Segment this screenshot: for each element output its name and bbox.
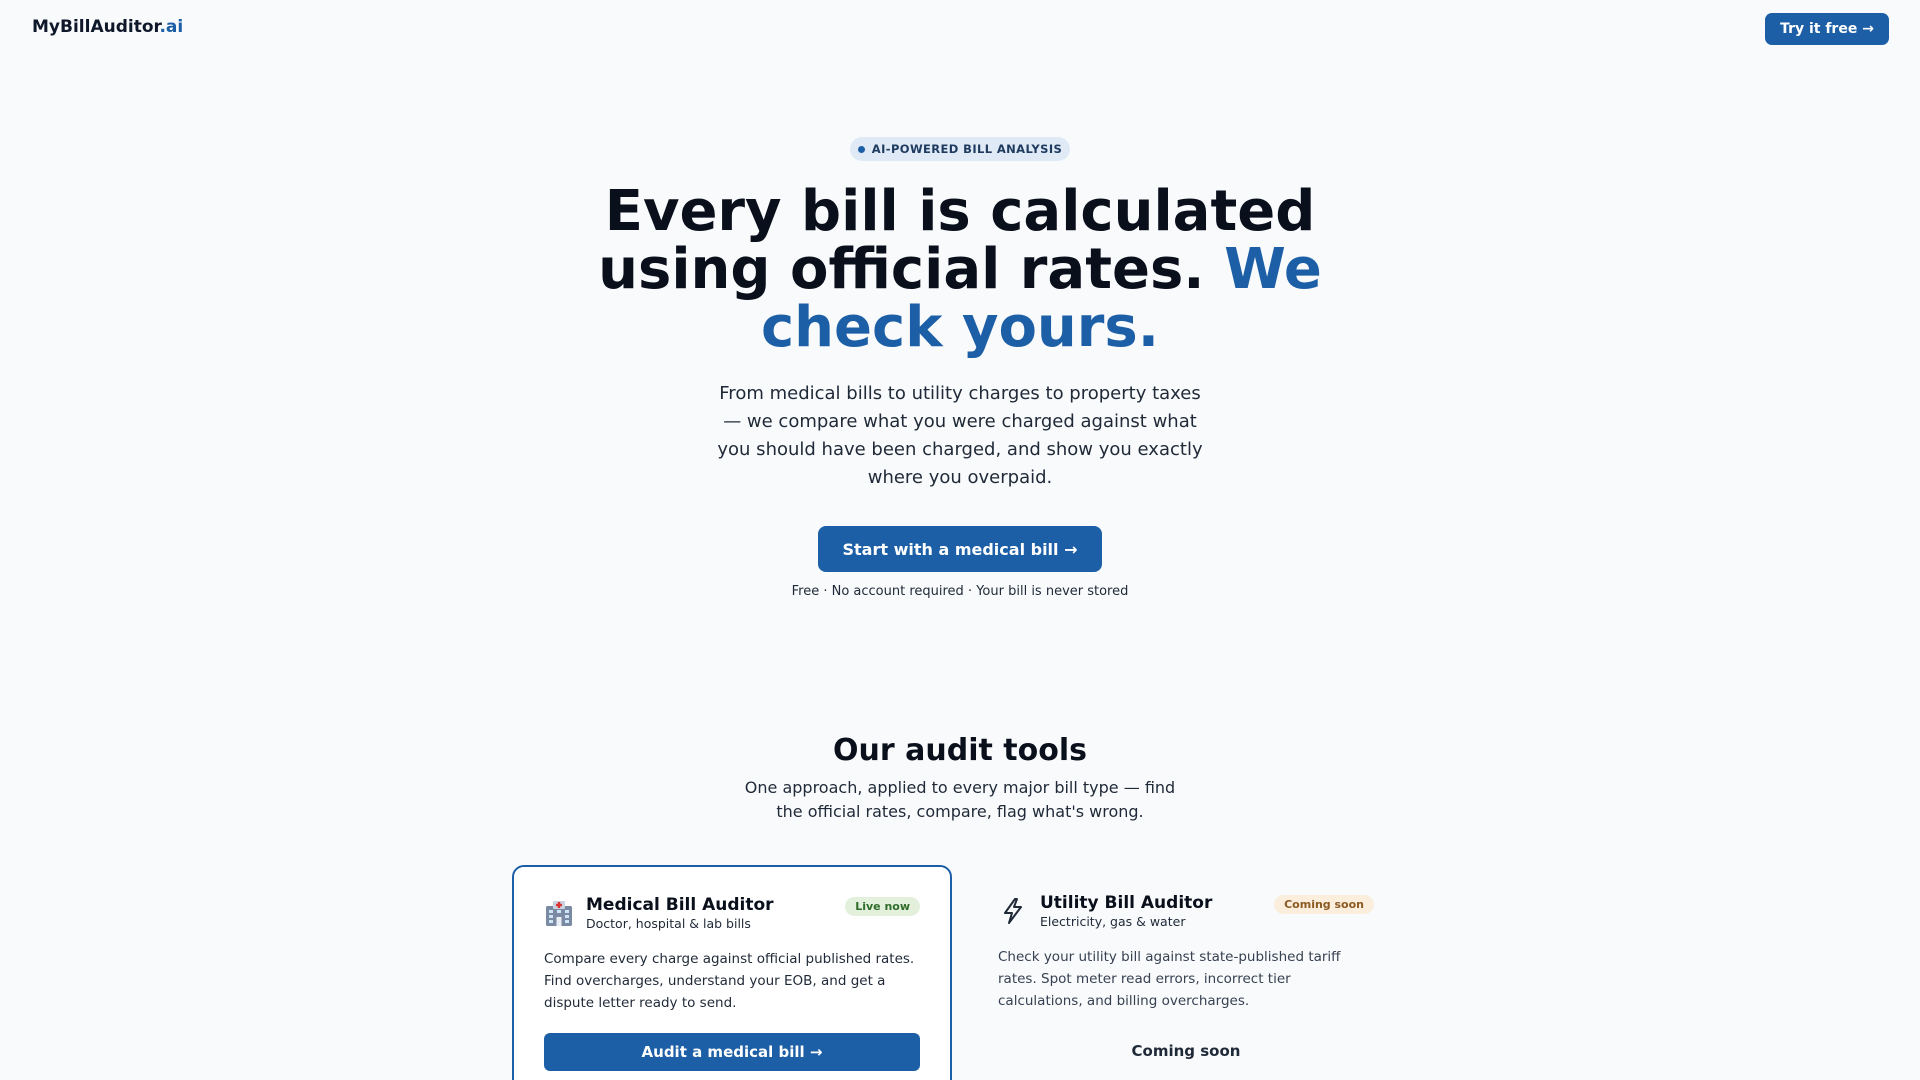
cta-note: Free · No account required · Your bill is never stored (791, 584, 1129, 599)
utility-auditor-card (966, 865, 1406, 1080)
try-free-button[interactable]: Try it free → (1765, 13, 1889, 45)
start-medical-bill-button[interactable]: Start with a medical bill → (818, 526, 1102, 572)
headline-line-1: Every bill is calculated (604, 179, 1316, 244)
hero-subtext: From medical bills to utility charges to property taxes — we compare what you were charged against what you should have been charged, and show you exactly where you overpaid. (717, 383, 1203, 488)
card-description: Compare every charge against official published rates. Find overcharges, understand your EOB, and get a dispute letter ready to send. (544, 951, 915, 1011)
card-title: Medical Bill Auditor (586, 895, 774, 915)
hero-badge (850, 137, 1070, 161)
coming-soon-label: Coming soon (1131, 1042, 1241, 1060)
card-description: Check your utility bill against state-published tariff rates. Spot meter read errors, incorrect tier calculations, and billing overcharges. (998, 949, 1341, 1009)
status-badge-soon: Coming soon (1274, 895, 1374, 914)
logo-tld: .ai (159, 17, 184, 37)
card-subtitle: Doctor, hospital & lab bills (586, 916, 751, 931)
hero-headline (560, 179, 1360, 360)
audit-medical-bill-button[interactable]: Audit a medical bill → (544, 1033, 920, 1071)
site-logo[interactable] (32, 17, 183, 37)
badge-dot-icon (858, 146, 865, 153)
card-title: Utility Bill Auditor (1040, 893, 1213, 913)
status-badge-live: Live now (845, 897, 920, 916)
logo-name: MyBillAuditor (32, 17, 160, 37)
card-subtitle: Electricity, gas & water (1040, 914, 1186, 929)
headline-accent-b: check yours. (760, 295, 1160, 360)
medical-auditor-card (512, 865, 952, 1080)
headline-accent-a: We (1224, 237, 1322, 302)
hospital-icon (544, 898, 574, 928)
tools-subtitle: One approach, applied to every major bill type — find the official rates, compare, flag what's wrong. (744, 778, 1176, 821)
headline-line-2: using official rates. (598, 237, 1225, 302)
card-header (998, 893, 1374, 930)
lightning-icon (998, 896, 1028, 926)
tools-title: Our audit tools (833, 733, 1087, 768)
hero-badge-label: AI-POWERED BILL ANALYSIS (871, 142, 1063, 156)
card-header (544, 895, 920, 932)
